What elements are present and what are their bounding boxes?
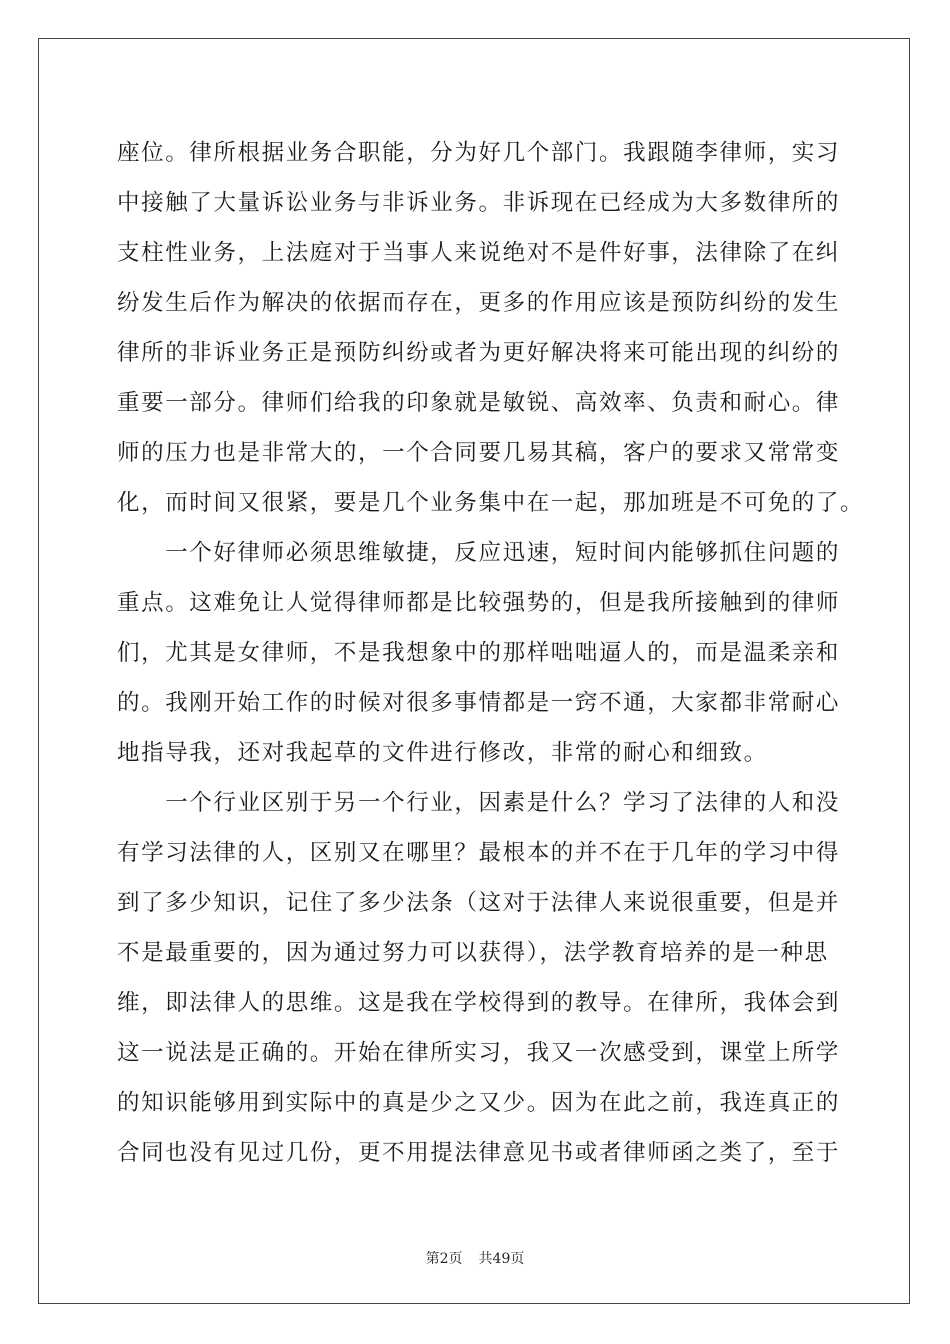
text-line: 座位。律所根据业务合职能，分为好几个部门。我跟随李律师，实习 <box>117 140 841 166</box>
text-line: 师的压力也是非常大的，一个合同要几易其稿，客户的要求又常常变 <box>117 440 841 466</box>
text-line: 一个行业区别于另一个行业，因素是什么？学习了法律的人和没 <box>117 790 841 816</box>
text-line: 这一说法是正确的。开始在律所实习，我又一次感受到，课堂上所学 <box>117 1040 841 1066</box>
text-line: 的。我刚开始工作的时候对很多事情都是一窍不通，大家都非常耐心 <box>117 690 841 716</box>
text-line: 支柱性业务，上法庭对于当事人来说绝对不是件好事，法律除了在纠 <box>117 240 841 266</box>
text-line: 重点。这难免让人觉得律师都是比较强势的，但是我所接触到的律师 <box>117 590 841 616</box>
text-line: 化，而时间又很紧，要是几个业务集中在一起，那加班是不可免的了。 <box>117 490 865 516</box>
page-total: 共49页 <box>478 1251 525 1267</box>
text-line: 到了多少知识，记住了多少法条（这对于法律人来说很重要，但是并 <box>117 890 841 916</box>
page-number: 第2页 <box>425 1251 463 1267</box>
text-line: 重要一部分。律师们给我的印象就是敏锐、高效率、负责和耐心。律 <box>117 390 841 416</box>
text-line: 的知识能够用到实际中的真是少之又少。因为在此之前，我连真正的 <box>117 1090 841 1116</box>
text-line: 有学习法律的人，区别又在哪里？最根本的并不在于几年的学习中得 <box>117 840 841 866</box>
text-line: 纷发生后作为解决的依据而存在，更多的作用应该是预防纠纷的发生 <box>117 290 841 316</box>
text-line: 维，即法律人的思维。这是我在学校得到的教导。在律所，我体会到 <box>117 990 841 1016</box>
text-line: 一个好律师必须思维敏捷，反应迅速，短时间内能够抓住问题的 <box>117 540 841 566</box>
text-line: 律所的非诉业务正是预防纠纷或者为更好解决将来可能出现的纠纷的 <box>117 340 841 366</box>
text-line: 不是最重要的，因为通过努力可以获得），法学教育培养的是一种思 <box>117 940 829 966</box>
text-line: 中接触了大量诉讼业务与非诉业务。非诉现在已经成为大多数律所的 <box>117 190 841 216</box>
text-line: 合同也没有见过几份，更不用提法律意见书或者律师函之类了，至于 <box>117 1140 841 1166</box>
page-footer <box>0 1248 950 1268</box>
document-body <box>117 128 865 1178</box>
text-line: 地指导我，还对我起草的文件进行修改，非常的耐心和细致。 <box>117 740 768 766</box>
text-line: 们，尤其是女律师，不是我想象中的那样咄咄逼人的，而是温柔亲和 <box>117 640 841 666</box>
